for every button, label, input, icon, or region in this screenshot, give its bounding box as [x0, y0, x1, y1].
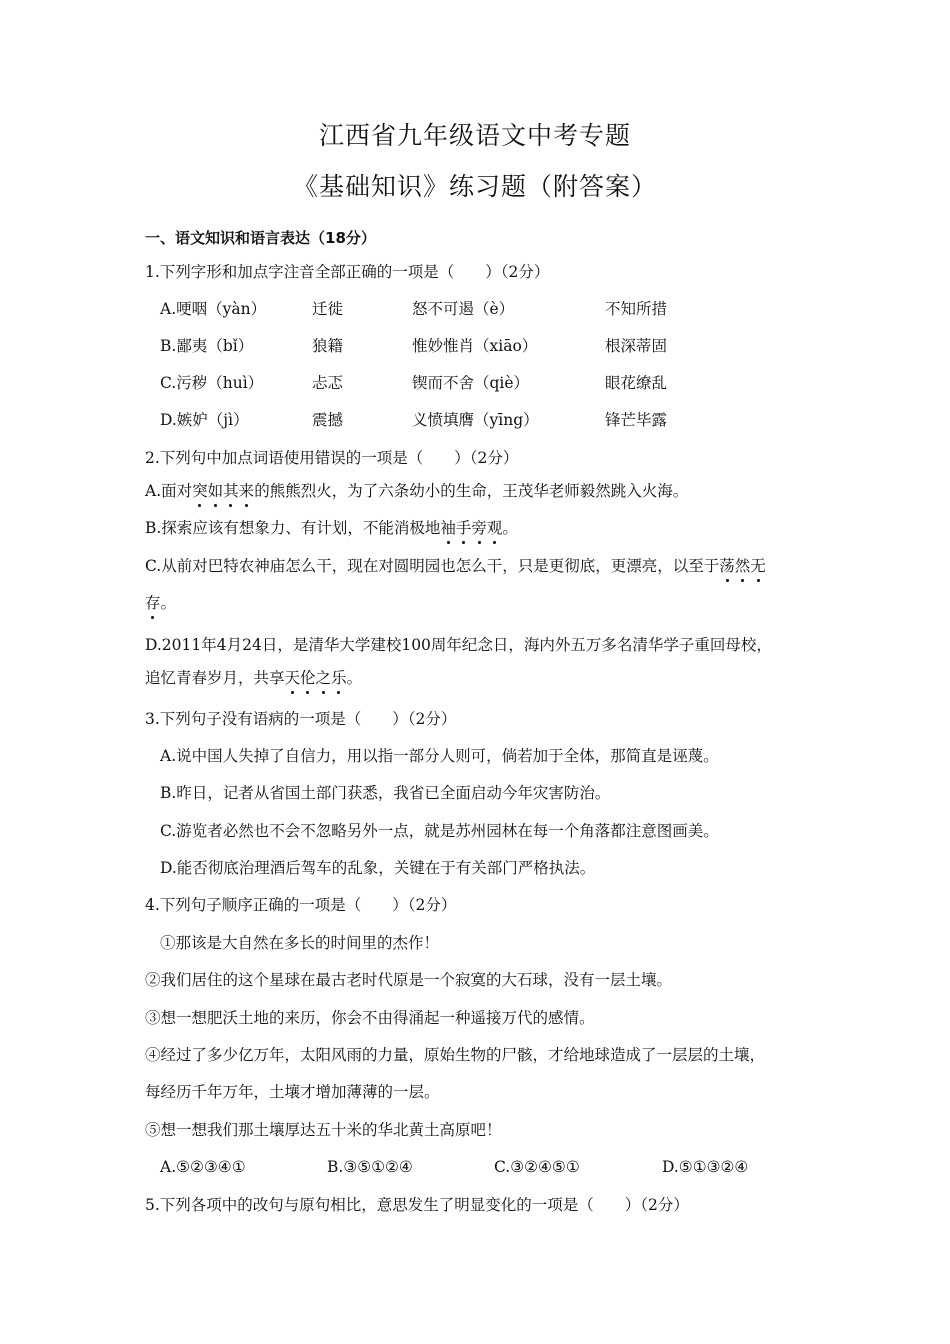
q2-d-dotted-term	[285, 669, 347, 687]
q2-c-suffix: 。	[160, 594, 177, 612]
q1-a-col2: 迁徙	[312, 300, 344, 318]
q1-b-col3: 惟妙惟肖（xiāo）	[412, 337, 538, 355]
emphasis-char: 其	[223, 482, 239, 500]
q3-option-a: A.说中国人失掉了自信力，用以指一部分人则可，倘若加于全体，那简直是诬蔑。	[160, 747, 719, 765]
emphasis-char: 天	[284, 669, 301, 687]
q4-sentence-4-line2: 每经历千年万年，土壤才增加薄薄的一层。	[145, 1083, 440, 1101]
doc-title: 江西省九年级语文中考专题	[318, 121, 631, 150]
q1-c-col2: 忐忑	[312, 374, 344, 392]
emphasis-char: 袖	[440, 519, 456, 537]
emphasis-char: 存	[145, 594, 161, 612]
q2-d-prefix: 追忆青春岁月，共享	[145, 669, 285, 687]
q2-d-suffix: 。	[346, 669, 363, 687]
q2-stem: 2.下列句中加点词语使用错误的一项是（ ）（2分）	[145, 449, 519, 467]
q2-option-a	[145, 480, 688, 502]
q1-stem: 1.下列字形和加点字注音全部正确的一项是（ ）（2分）	[145, 263, 550, 281]
q2-option-c-line2	[145, 592, 176, 614]
q4-sentence-5: ⑤想一想我们那土壤厚达五十米的华北黄土高原吧！	[145, 1121, 502, 1139]
emphasis-char: 无	[750, 557, 766, 575]
q1-c-col3: 锲而不舍（qiè）	[412, 374, 530, 392]
emphasis-char: 来	[238, 482, 255, 500]
q1-d-col1: D.嫉妒（jì）	[160, 411, 249, 429]
q5-stem: 5.下列各项中的改句与原句相比，意思发生了明显变化的一项是（ ）（2分）	[145, 1196, 689, 1214]
q4-sentence-1: ①那该是大自然在多长的时间里的杰作！	[160, 934, 440, 952]
emphasis-char: 手	[455, 519, 472, 537]
doc-subtitle: 《基础知识》练习题（附答案）	[292, 172, 657, 201]
q4-sentence-4-line1: ④经过了多少亿万年，太阳风雨的力量，原始生物的尸骸，才给地球造成了一层层的土壤，	[145, 1046, 766, 1064]
q1-c-col1: C.污秽（huì）	[160, 374, 264, 392]
q2-c-prefix: C.从前对巴特农神庙怎么干，现在对圆明园也怎么干，只是更彻底，更漂亮，以至于	[145, 557, 720, 575]
emphasis-char: 旁	[471, 519, 487, 537]
q2-a-dotted-term	[192, 482, 254, 500]
q2-a-suffix: 的熊熊烈火，为了六条幼小的生命，王茂华老师毅然跳入火海。	[254, 482, 689, 500]
q4-stem: 4.下列句子顺序正确的一项是（ ）（2分）	[145, 896, 457, 914]
q4-sentence-2: ②我们居住的这个星球在最古老时代原是一个寂寞的大石球，没有一层土壤。	[145, 971, 673, 989]
q1-a-col3: 怒不可遏（è）	[412, 300, 515, 318]
q2-b-prefix: B.探索应该有想象力、有计划，不能消极地	[145, 519, 441, 537]
q1-a-col1: A.哽咽（yàn）	[160, 300, 267, 318]
q3-option-b: B.昨日，记者从省国土部门获悉，我省已全面启动今年灾害防治。	[160, 784, 611, 802]
emphasis-char: 之	[315, 669, 332, 687]
q2-c-dotted-term-1	[719, 557, 766, 575]
q1-b-col1: B.鄙夷（bǐ）	[160, 337, 254, 355]
q2-a-prefix: A.面对	[145, 482, 193, 500]
q2-b-dotted-term	[440, 519, 502, 537]
section-heading: 一、语文知识和语言表达（18分）	[145, 229, 376, 247]
q1-b-col2: 狼籍	[312, 337, 344, 355]
emphasis-char: 然	[734, 557, 751, 575]
q4-option-d: D.⑤①③②④	[662, 1158, 749, 1176]
emphasis-char: 观	[486, 519, 503, 537]
q1-b-col4: 根深蒂固	[605, 337, 668, 355]
q4-option-a: A.⑤②③④①	[160, 1158, 246, 1176]
emphasis-char: 突	[192, 482, 208, 500]
q3-option-d: D.能否彻底治理酒后驾车的乱象，关键在于有关部门严格执法。	[160, 859, 596, 877]
q1-d-col4: 锋芒毕露	[605, 411, 668, 429]
emphasis-char: 荡	[719, 557, 735, 575]
q3-option-c: C.游览者必然也不会不忽略另外一点，就是苏州园林在每一个角落都注意图画美。	[160, 822, 719, 840]
q4-option-c: C.③②④⑤①	[494, 1158, 580, 1176]
q2-option-d-line2	[145, 667, 362, 689]
emphasis-char: 如	[207, 482, 224, 500]
q2-option-b	[145, 517, 518, 539]
q4-sentence-3: ③想一想肥沃土地的来历，你会不由得涌起一种遥接万代的感情。	[145, 1009, 595, 1027]
q3-stem: 3.下列句子没有语病的一项是（ ）（2分）	[145, 710, 457, 728]
q2-b-suffix: 。	[502, 519, 518, 537]
q1-d-col2: 震撼	[312, 411, 344, 429]
emphasis-char: 乐	[331, 669, 347, 687]
q2-option-d-line1: D.2011年4月24日，是清华大学建校100周年纪念日，海内外五万多名清华学子重回母校，	[145, 636, 772, 654]
q1-a-col4: 不知所措	[605, 300, 668, 318]
q2-c-dotted-term-2	[145, 594, 161, 612]
q2-option-c-line1	[145, 555, 766, 577]
q1-c-col4: 眼花缭乱	[605, 374, 668, 392]
q1-d-col3: 义愤填膺（yīng）	[412, 411, 539, 429]
q4-option-b: B.③⑤①②④	[327, 1158, 413, 1176]
emphasis-char: 伦	[300, 669, 316, 687]
